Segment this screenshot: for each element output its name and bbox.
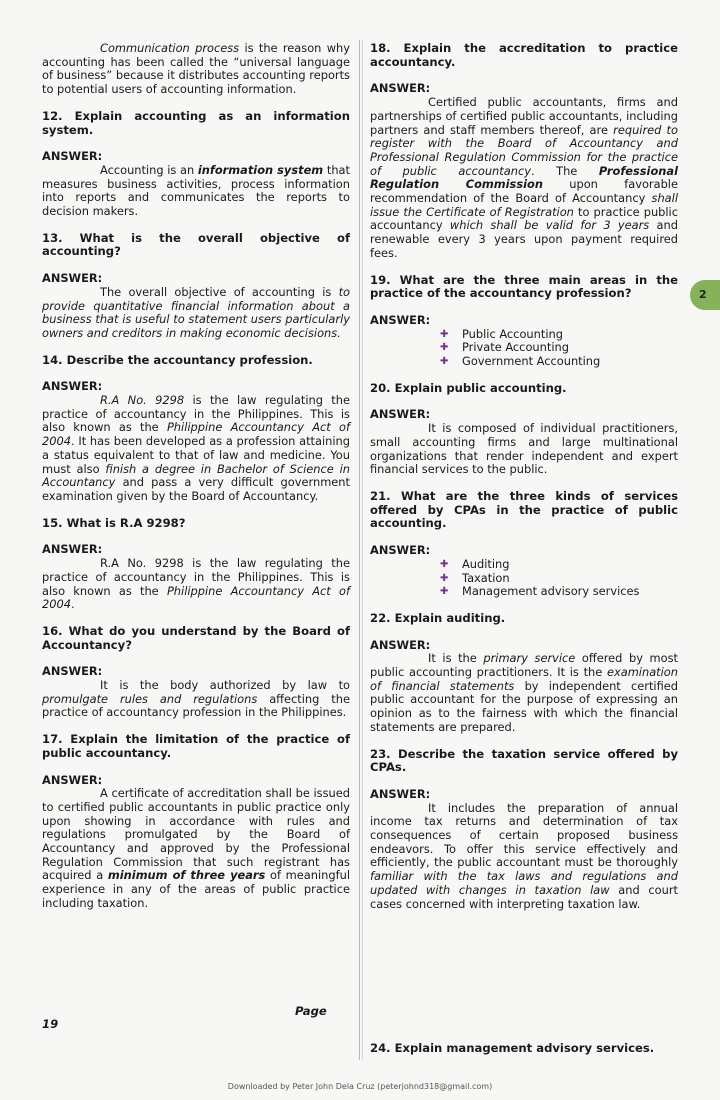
text-run: Professional Regulation Commission xyxy=(370,163,678,192)
answer-label-13: ANSWER: xyxy=(42,271,103,286)
text-run: upon favorable recommendation of the Board of Accountancy xyxy=(370,177,678,206)
answer-22 xyxy=(370,652,678,734)
text-run: R.A No. 9298 is the law regulating the practice of accountancy in the Philippines. This is also known as the xyxy=(42,556,350,598)
list-item-label: Private Accounting xyxy=(462,340,569,355)
question-23: 23. Describe the taxation service offered by CPAs. xyxy=(370,746,678,775)
bullet-icon: ✚ xyxy=(440,356,449,368)
text-run: and renewable every 3 years upon payment required fees. xyxy=(370,218,678,260)
list-item xyxy=(440,328,678,342)
text-run: . xyxy=(71,597,75,612)
question-24: 24. Explain management advisory services. xyxy=(370,1041,655,1055)
text-run: Communication process xyxy=(100,41,240,55)
text-run: Certified public accountants, firms and partnerships of certified public accountants, including partners and staff members thereof, are xyxy=(370,95,678,137)
left-column xyxy=(42,42,350,911)
answer-label-18: ANSWER: xyxy=(370,81,431,96)
list-item-label: Auditing xyxy=(462,556,510,571)
question-21: 21. What are the three kinds of services offered by CPAs in the practice of public accounting. xyxy=(370,488,678,531)
answer-13 xyxy=(42,286,350,341)
text-run: The overall objective of accounting is xyxy=(100,284,339,299)
question-22: 22. Explain auditing. xyxy=(370,610,506,625)
text-run: It is the xyxy=(428,651,484,666)
text-run: is the law regulating the practice of accountancy in the Philippines. This is also known as the xyxy=(42,393,351,435)
answer-17 xyxy=(42,787,350,910)
text-run: offered by most public accounting practitioners. It is the xyxy=(370,651,678,680)
text-run: affecting the practice of accountancy profession in the Philippines. xyxy=(42,691,350,720)
question-19: 19. What are the three main areas in the practice of the accountancy profession? xyxy=(370,272,678,301)
text-run: Accounting is an xyxy=(100,162,198,177)
column-divider-secondary xyxy=(362,40,363,1060)
answer-21-list xyxy=(370,558,678,599)
answer-label-22: ANSWER: xyxy=(370,637,431,652)
answer-label-16: ANSWER: xyxy=(42,664,103,679)
text-run: and court cases concerned with interpreting taxation law. xyxy=(370,882,678,911)
text-run: It is composed of individual practitioners, small accounting firms and large multinational organizations that render independent and expert financial services to the public. xyxy=(370,421,678,477)
answer-label-20: ANSWER: xyxy=(370,407,431,422)
bullet-icon: ✚ xyxy=(440,572,449,584)
question-20: 20. Explain public accounting. xyxy=(370,380,567,395)
text-run: It includes the preparation of annual income tax returns and determination of tax consequences of certain proposed business endeavors. To offer this service effectively and efficiently, the public accountant must be thoroughly xyxy=(370,800,678,870)
intro-paragraph xyxy=(42,42,350,97)
text-run: to practice public accountancy xyxy=(370,204,678,233)
text-run: . The xyxy=(530,163,599,178)
side-page-tab: 2 xyxy=(690,280,720,310)
answer-label-19: ANSWER: xyxy=(370,312,431,327)
answer-label-23: ANSWER: xyxy=(370,786,431,801)
column-divider xyxy=(359,40,360,1060)
list-item-label: Public Accounting xyxy=(462,326,563,341)
bullet-icon: ✚ xyxy=(440,342,449,354)
list-item xyxy=(440,585,678,599)
answer-label-12: ANSWER: xyxy=(42,149,103,164)
text-run: familiar with the tax laws and regulations and updated with changes in taxation law xyxy=(370,869,678,897)
right-column xyxy=(370,42,678,911)
text-run: promulgate rules and regulations xyxy=(42,691,258,706)
text-run: R.A No. 9298 xyxy=(100,393,185,408)
bullet-icon: ✚ xyxy=(440,586,449,598)
page-number: 19 xyxy=(42,1017,59,1031)
text-run: finish a degree in Bachelor of Science in Accountancy xyxy=(42,461,350,490)
answer-18 xyxy=(370,96,678,260)
download-footer: Downloaded by Peter John Dela Cruz (peterjohnd318@gmail.com) xyxy=(227,1082,493,1091)
answer-label-14: ANSWER: xyxy=(42,379,103,394)
text-run: and pass a very difficult government examination given by the Board of Accountancy. xyxy=(42,475,350,503)
text-run: shall issue the Certificate of Registration xyxy=(370,191,678,219)
answer-16 xyxy=(42,679,350,720)
answer-label-21: ANSWER: xyxy=(370,543,431,558)
list-item xyxy=(440,341,678,355)
question-15: 15. What is R.A 9298? xyxy=(42,515,186,530)
question-14: 14. Describe the accountancy profession. xyxy=(42,352,313,367)
answer-20 xyxy=(370,422,678,477)
list-item-label: Taxation xyxy=(462,570,510,585)
text-run: that measures business activities, process information into reports and communicates the reports to decision makers. xyxy=(42,162,350,219)
text-run: which shall be valid for 3 years xyxy=(449,218,650,233)
question-16: 16. What do you understand by the Board of Accountancy? xyxy=(42,623,350,652)
bullet-icon: ✚ xyxy=(440,558,449,570)
text-run: It is the body authorized by law to xyxy=(100,678,350,693)
text-run: Philippine Accountancy Act of 2004 xyxy=(42,420,350,449)
text-run: . It has been developed as a profession attaining a status equivalent to that of law and medicine. You must also xyxy=(42,434,350,476)
list-item xyxy=(440,355,678,369)
list-item-label: Government Accounting xyxy=(462,354,601,369)
bullet-icon: ✚ xyxy=(440,328,449,340)
list-item xyxy=(440,572,678,586)
text-run: primary service xyxy=(483,651,576,666)
answer-19-list xyxy=(370,328,678,369)
list-item xyxy=(440,558,678,572)
text-run: of meaningful experience in any of the areas of public practice including taxation. xyxy=(42,868,350,910)
text-run: information system xyxy=(197,162,324,177)
question-13: 13. What is the overall objective of accounting? xyxy=(42,230,350,259)
text-run: minimum of three years xyxy=(107,868,266,883)
text-run: by independent certified public accountant for the purpose of expressing an opinion as to the fairness with which the financial statements are prepared. xyxy=(370,678,678,734)
text-run: A certificate of accreditation shall be issued to certified public accountants in public practice only upon showing in accordance with rules and regulations promulgated by the Board of Accountancy and approved by the Professional Regulation Commission that such registrant has acquired a xyxy=(42,786,350,883)
answer-label-15: ANSWER: xyxy=(42,542,103,557)
answer-14 xyxy=(42,394,350,504)
text-run: required to register with the Board of Accountancy and Professional Regulation Commission for the practice of public accountancy xyxy=(370,122,678,178)
text-run: Philippine Accountancy Act of 2004 xyxy=(42,583,350,612)
text-run: is the reason why accounting has been called the “universal language of business” because it distributes accounting reports to potential users of accounting information. xyxy=(42,41,350,97)
text-run: to provide quantitative financial information about a business that is useful to statement users particularly owners and creditors in making economic decisions. xyxy=(42,284,350,340)
question-12: 12. Explain accounting as an information system. xyxy=(42,108,350,137)
question-18: 18. Explain the accreditation to practice accountancy. xyxy=(370,41,678,69)
question-17: 17. Explain the limitation of the practice of public accountancy. xyxy=(42,732,350,760)
answer-23 xyxy=(370,802,678,912)
answer-15 xyxy=(42,557,350,612)
answer-label-17: ANSWER: xyxy=(42,772,103,787)
text-run: examination of financial statements xyxy=(370,665,678,693)
list-item-label: Management advisory services xyxy=(462,584,640,599)
answer-12 xyxy=(42,164,350,219)
page-label: Page xyxy=(295,1004,327,1018)
